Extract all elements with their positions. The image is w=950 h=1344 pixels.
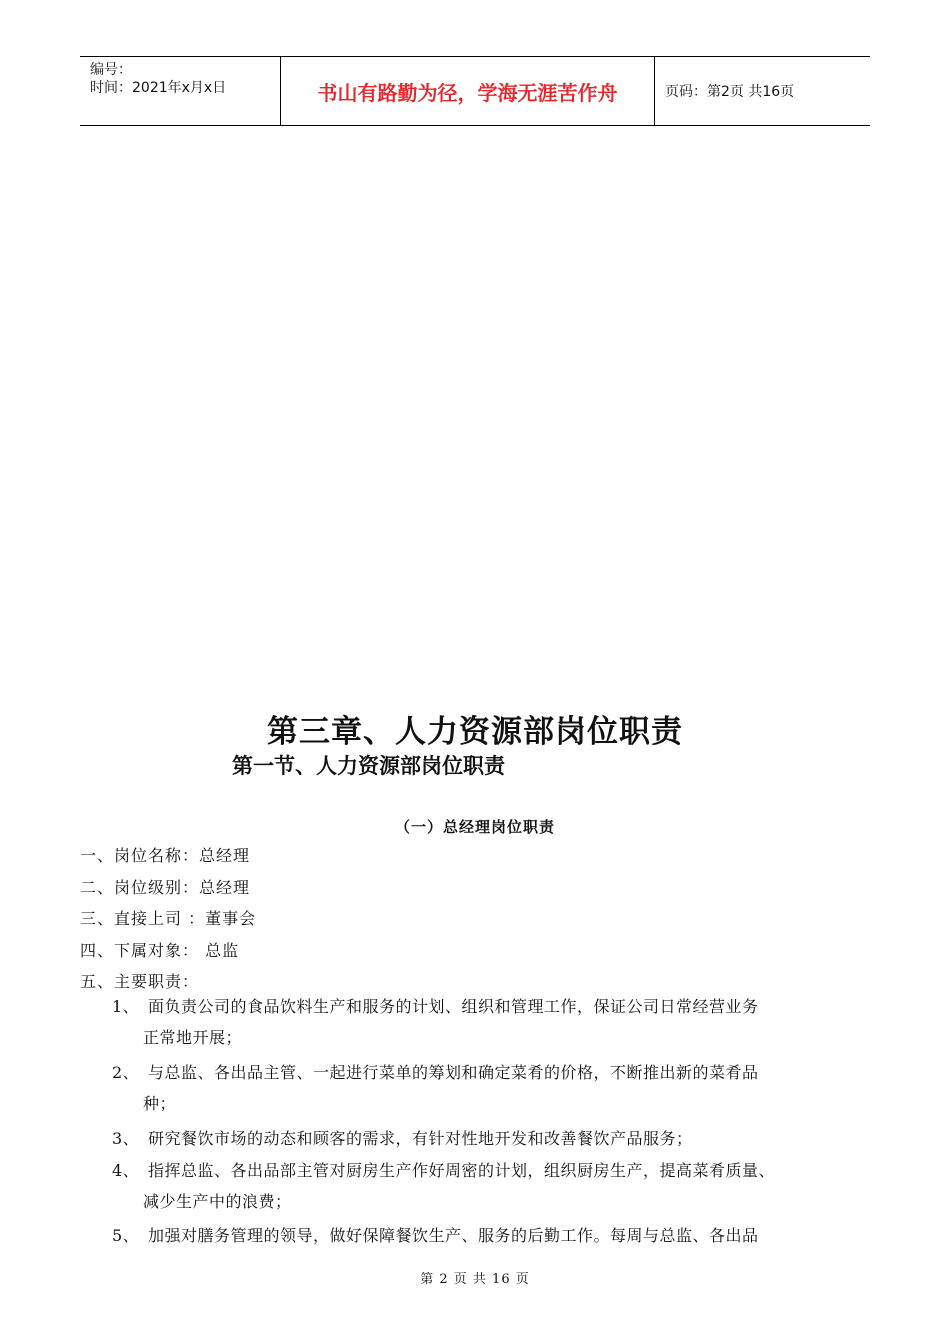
duty-text: 面负责公司的食品饮料生产和服务的计划、组织和管理工作，保证公司日常经营业务 <box>148 997 759 1016</box>
header-page-info: 页码：第2页 共16页 <box>665 84 795 100</box>
section-title: 第一节、人力资源部岗位职责 <box>232 754 505 778</box>
page-footer: 第 2 页 共 16 页 <box>420 1272 530 1287</box>
duty-number: 1、 <box>112 997 140 1016</box>
duty-item <box>112 1057 882 1119</box>
duty-text: 指挥总监、各出品部主管对厨房生产作好周密的计划，组织厨房生产，提高菜肴质量、 <box>148 1161 776 1180</box>
duty-number: 4、 <box>112 1161 140 1180</box>
duty-number: 3、 <box>112 1129 140 1148</box>
info-line-subordinates: 四、下属对象： 总监 <box>80 941 240 960</box>
duty-number: 5、 <box>112 1226 140 1245</box>
duty-text: 加强对膳务管理的领导，做好保障餐饮生产、服务的后勤工作。每周与总监、各出品 <box>148 1226 759 1245</box>
duty-item <box>112 1155 882 1217</box>
duty-item <box>112 1220 882 1251</box>
duty-text-continued: 种； <box>143 1094 177 1113</box>
duty-item <box>112 991 882 1053</box>
duty-text: 研究餐饮市场的动态和顾客的需求，有针对性地开发和改善餐饮产品服务； <box>148 1129 693 1148</box>
subtitle: （一）总经理岗位职责 <box>394 818 555 836</box>
header-left-cell <box>80 57 281 125</box>
page-header <box>80 56 870 126</box>
info-line-position-name: 一、岗位名称：总经理 <box>80 846 251 865</box>
document-date: 时间：2021年x月x日 <box>90 80 227 96</box>
duty-number: 2、 <box>112 1063 140 1082</box>
serial-number: 编号： <box>90 62 132 78</box>
duty-text-continued: 正常地开展； <box>143 1028 243 1047</box>
duty-text: 与总监、各出品主管、一起进行菜单的筹划和确定菜肴的价格，不断推出新的菜肴品 <box>148 1063 759 1082</box>
info-line-position-level: 二、岗位级别：总经理 <box>80 878 251 897</box>
info-line-main-duties: 五、主要职责： <box>80 972 200 991</box>
header-motto: 书山有路勤为径，学海无涯苦作舟 <box>281 57 655 125</box>
duty-text-continued: 减少生产中的浪费； <box>143 1192 292 1211</box>
duty-item <box>112 1123 882 1154</box>
chapter-title: 第三章、人力资源部岗位职责 <box>267 714 683 750</box>
info-line-direct-superior: 三、直接上司 ：董事会 <box>80 909 257 928</box>
